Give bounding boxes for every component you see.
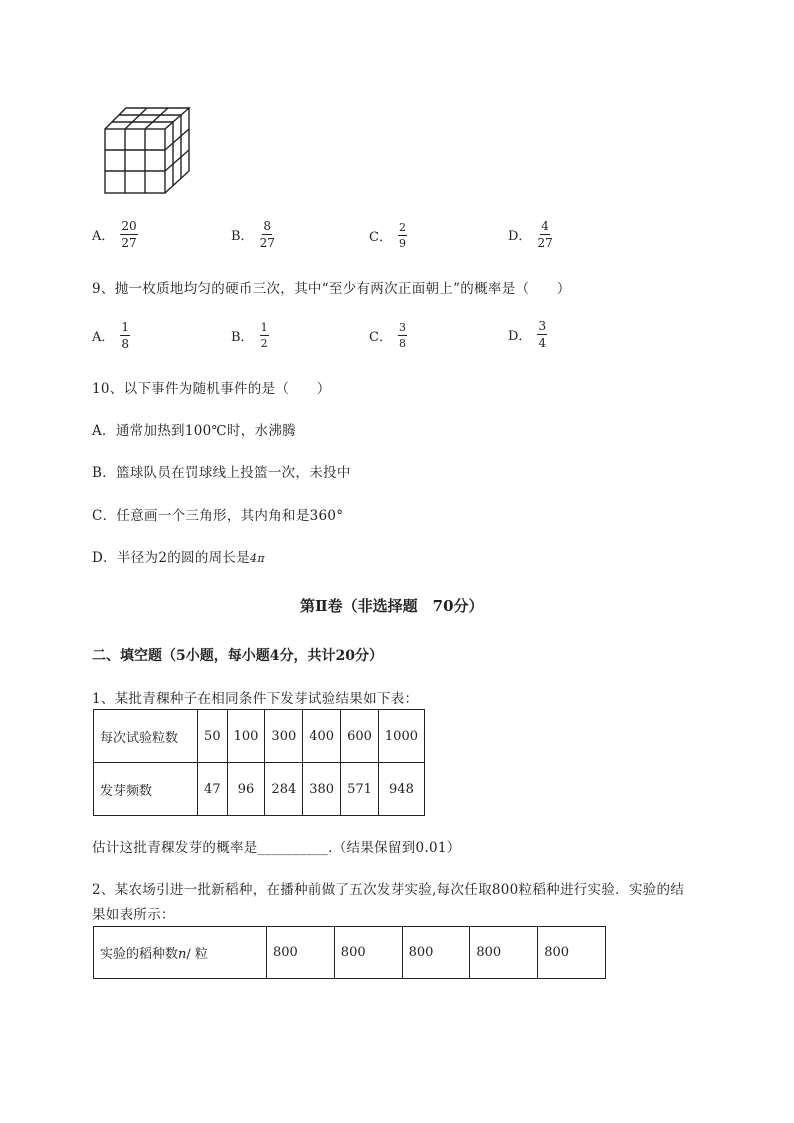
fraction: $\frac{8}{27}$ bbox=[259, 219, 275, 250]
option-label: C． bbox=[369, 330, 392, 345]
fraction: $\frac{1}{8}$ bbox=[121, 320, 130, 351]
table-row-header: 发芽频数 bbox=[94, 763, 198, 816]
q8-option-b bbox=[231, 220, 275, 249]
q9-option-a bbox=[92, 321, 130, 350]
cube-figure bbox=[100, 104, 196, 198]
q10-option-d-math: 4π bbox=[250, 552, 265, 565]
table-cell: 800 bbox=[402, 927, 470, 979]
fraction: $\frac{4}{27}$ bbox=[537, 219, 553, 250]
fraction: $\frac{1}{2}$ bbox=[260, 321, 268, 350]
fraction: $\frac{2}{9}$ bbox=[398, 221, 406, 250]
option-label: D． bbox=[508, 329, 532, 344]
table-cell: 400 bbox=[303, 710, 341, 763]
table-cell: 50 bbox=[198, 710, 228, 763]
q8-option-c bbox=[369, 222, 407, 249]
q10-option-c: C．任意画一个三角形，其内角和是360° bbox=[92, 508, 344, 524]
table-cell: 284 bbox=[265, 763, 303, 816]
table-cell: 800 bbox=[470, 927, 538, 979]
fraction: $\frac{3}{4}$ bbox=[538, 319, 547, 350]
table-cell: 47 bbox=[198, 763, 228, 816]
table-row-header: 每次试验粒数 bbox=[94, 710, 198, 763]
table-cell: 948 bbox=[378, 763, 424, 816]
rice-seed-table bbox=[93, 926, 606, 979]
option-label: B． bbox=[231, 330, 254, 345]
option-label: A． bbox=[92, 229, 115, 244]
part2-title: 第Ⅱ卷（非选择题 70分） bbox=[300, 597, 484, 615]
option-label: B． bbox=[231, 229, 254, 244]
q8-option-d bbox=[508, 220, 553, 249]
fill1-text: 1、某批青稞种子在相同条件下发芽试验结果如下表： bbox=[92, 691, 419, 707]
q10-text: 10、以下事件为随机事件的是（ ） bbox=[92, 381, 331, 397]
q9-option-c bbox=[369, 322, 407, 349]
table-cell: 300 bbox=[265, 710, 303, 763]
q10-option-b: B．篮球队员在罚球线上投篮一次，未投中 bbox=[92, 465, 351, 481]
q10-option-d bbox=[92, 546, 265, 566]
table-cell: 800 bbox=[538, 927, 606, 979]
fraction: $\frac{20}{27}$ bbox=[121, 219, 137, 250]
table-cell: 571 bbox=[341, 763, 379, 816]
option-label: A． bbox=[92, 330, 115, 345]
q9-option-d bbox=[508, 320, 547, 349]
table-cell: 100 bbox=[227, 710, 265, 763]
germination-table bbox=[93, 709, 425, 816]
table-row-header: 实验的稻种数n/ 粒 bbox=[94, 927, 267, 979]
table-cell: 380 bbox=[303, 763, 341, 816]
table-cell: 1000 bbox=[378, 710, 424, 763]
table-cell: 800 bbox=[334, 927, 402, 979]
fill2-text-line2: 果如表所示： bbox=[92, 907, 175, 923]
fraction: $\frac{3}{8}$ bbox=[398, 321, 406, 350]
option-label: C． bbox=[369, 230, 392, 245]
q8-option-a bbox=[92, 220, 138, 249]
option-label: D． bbox=[508, 229, 532, 244]
fill2-text-line1: 2、某农场引进一批新稻种，在播种前做了五次发芽实验,每次任取800粒稻种进行实验．实验的结 bbox=[92, 882, 685, 898]
table-cell: 600 bbox=[341, 710, 379, 763]
fill1-answer: 估计这批青稞发芽的概率是__________.（结果保留到0.01） bbox=[92, 840, 461, 856]
q10-option-a: A．通常加热到100℃时，水沸腾 bbox=[92, 423, 296, 439]
section2-title: 二、填空题（5小题，每小题4分，共计20分） bbox=[92, 648, 383, 664]
table-cell: 800 bbox=[267, 927, 335, 979]
table-cell: 96 bbox=[227, 763, 265, 816]
q9-option-b bbox=[231, 322, 269, 349]
q9-text: 9、抛一枚质地均匀的硬币三次，其中“至少有两次正面朝上”的概率是（ ） bbox=[92, 281, 571, 297]
q10-option-d-text: D．半径为2的圆的周长是 bbox=[92, 550, 251, 566]
